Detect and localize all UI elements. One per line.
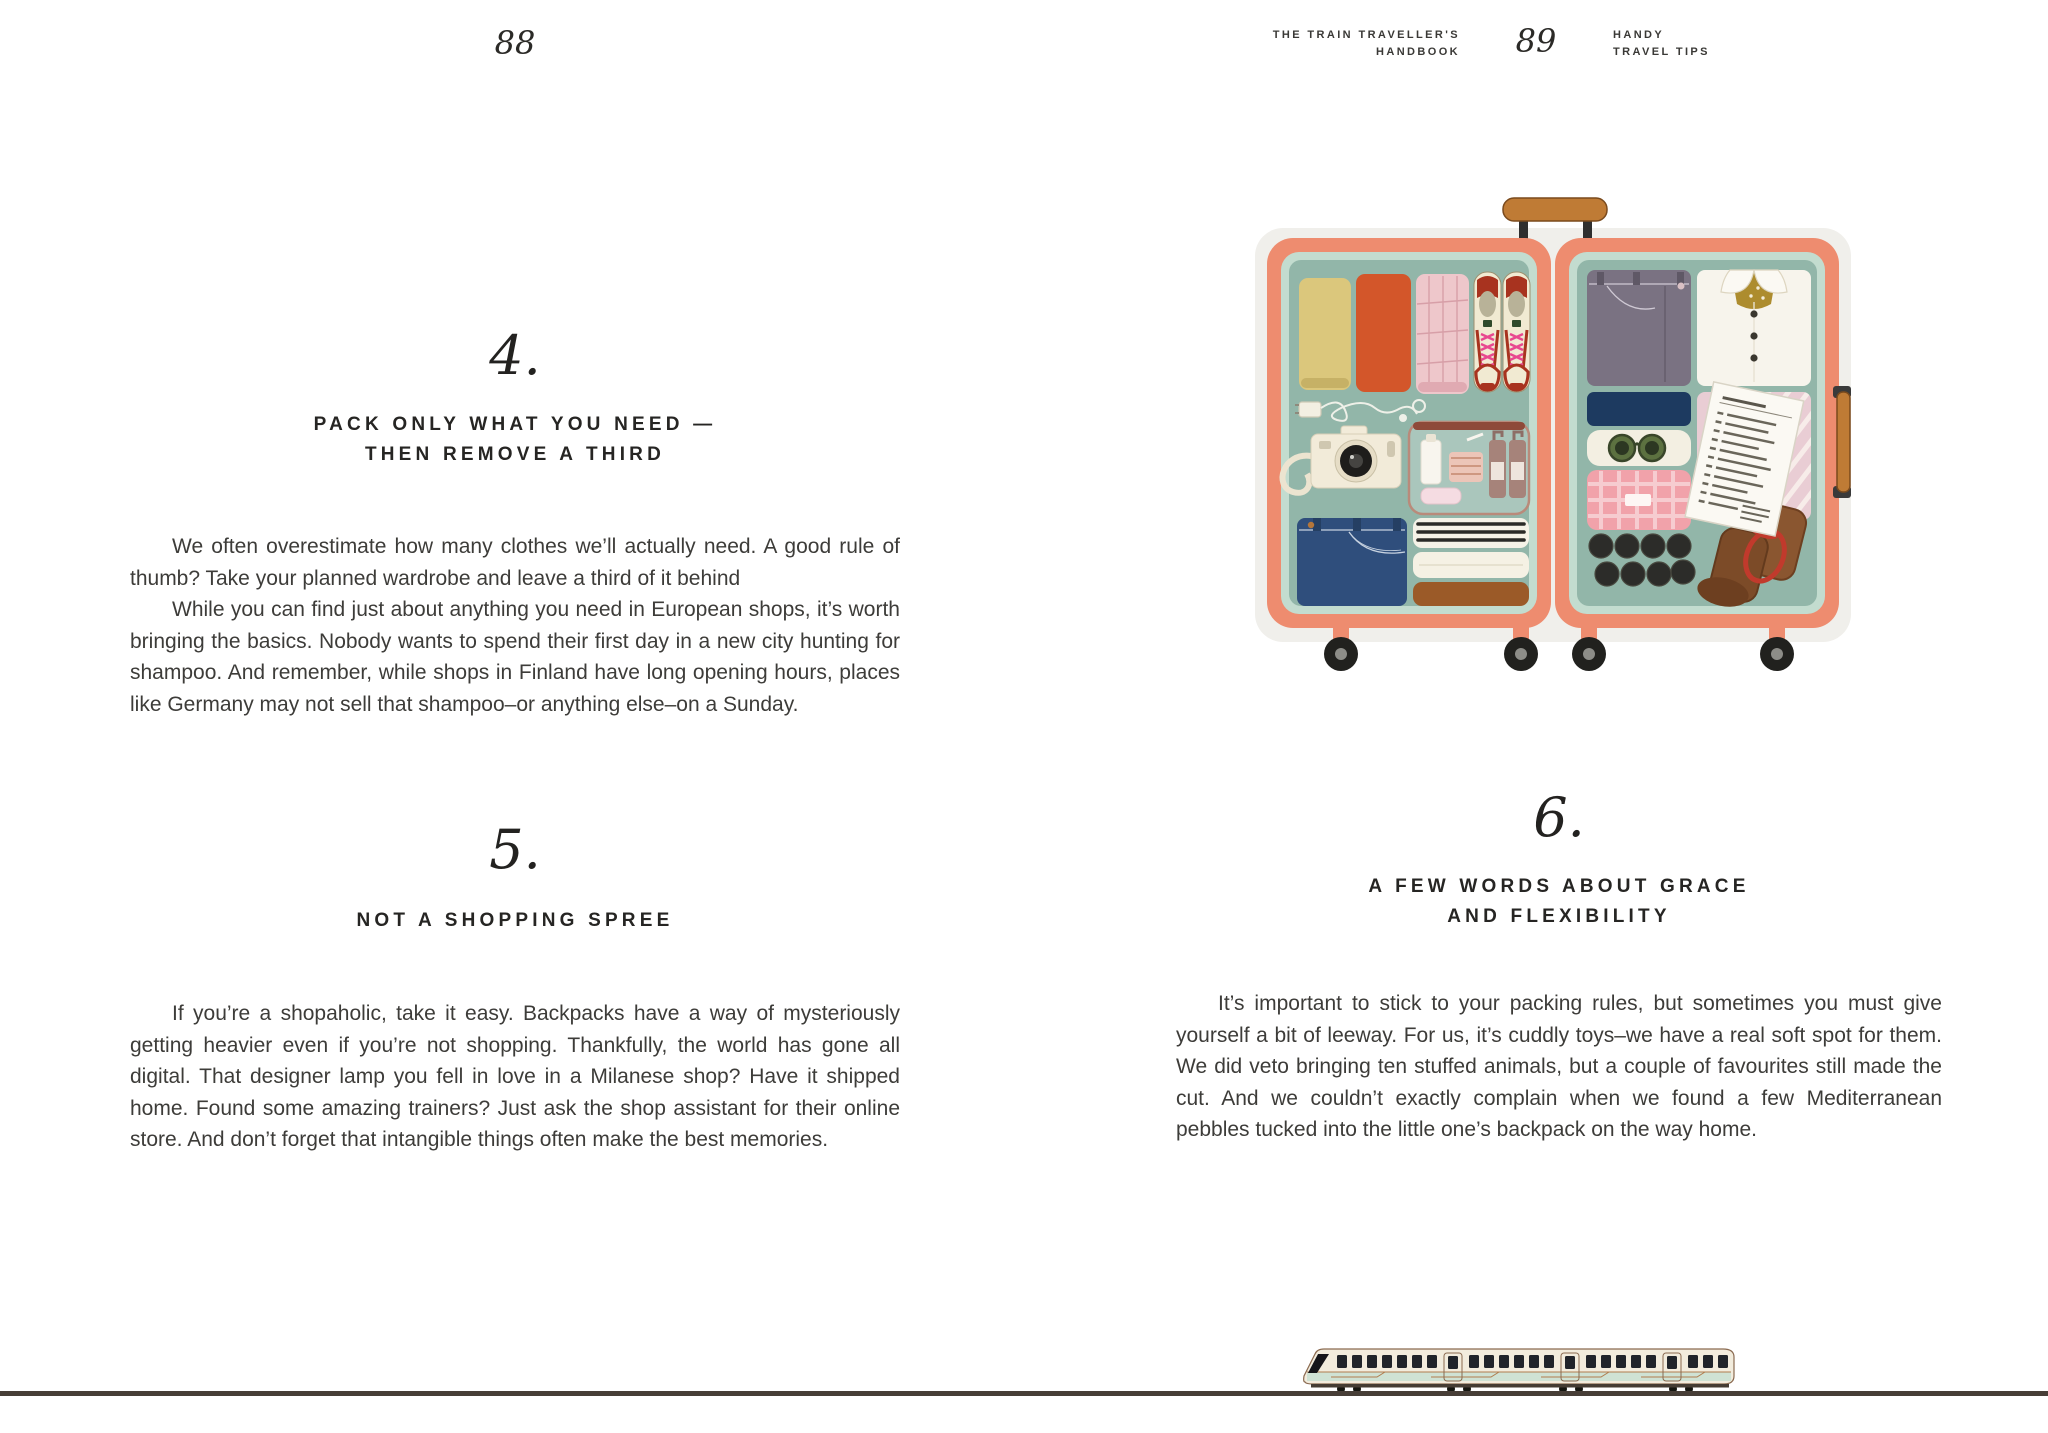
chapter-line2: TRAVEL TIPS [1613,46,1710,58]
running-header-book-title [1180,27,1460,61]
section-5-number: 5. [489,818,541,881]
section-4-heading-line1: PACK ONLY WHAT YOU NEED — [313,414,717,435]
section-4-number: 4. [489,324,541,387]
section-6-body [1176,988,1942,1146]
suitcase-illustration-svg [1253,194,1853,676]
train-illustration-svg [1301,1344,1737,1394]
section-4-heading-line2: THEN REMOVE A THIRD [364,444,666,465]
track-rule-line [0,1391,2048,1396]
section-5-heading-line1: NOT A SHOPPING SPREE [356,910,674,931]
book-title-line2: HANDBOOK [1376,46,1460,58]
train-undercarriage [1311,1384,1729,1388]
white-blouse [1697,270,1811,386]
suitcase-illustration [1253,194,1853,676]
paragraph: We often overestimate how many clothes we’ll actually need. A good rule of thumb? Take your planned wardrobe and leave a third of it behind [130,535,900,590]
section-6-heading-line1: A FEW WORDS ABOUT GRACE [1368,876,1750,897]
section-4-heading [130,410,900,470]
section-6-number: 6. [1533,786,1585,849]
book-title-line1: THE TRAIN TRAVELLER'S [1272,29,1460,41]
page-number-right: 89 [1515,22,1557,60]
chapter-line1: HANDY [1613,29,1665,41]
section-5-heading [130,906,900,936]
sunglasses-on-roll [1587,430,1691,466]
paragraph: If you’re a shopaholic, take it easy. Backpacks have a way of mysteriously getting heavier even if you’re not shopping. Thankfully, the world has gone all digital. That designer lamp you fell in love in a Milanese shop? Have it shipped home. Found some amazing trainers? Just ask the shop assistant for their online store. And don’t forget that intangible things often make the best memories. [130,1002,900,1151]
section-5-body [130,998,900,1156]
section-6-heading [1176,872,1942,932]
train-illustration [1301,1344,1737,1394]
grey-jeans [1587,270,1691,386]
paragraph: It’s important to stick to your packing rules, but sometimes you must give yourself a bit of leeway. For us, it’s cuddly toys–we have a real soft spot for them. We did veto bringing ten stuffed animals, but a couple of favourites still made the cut. And we couldn’t exactly complain when we found a few Mediterranean pebbles tucked into the little one’s backpack on the way home. [1176,992,1942,1141]
section-4-body [130,531,900,720]
toiletry-bag [1409,422,1529,514]
gingham-pouch [1587,470,1691,530]
navy-folded-knit [1587,392,1691,426]
running-header-chapter [1613,27,1853,61]
paragraph: While you can find just about anything you need in European shops, it’s worth bringing the basics. Nobody wants to spend their first day in a new city hunting for shampoo. And remember, while shops in Finland have long opening hours, places like Germany may not sell that shampoo–or anything else–on a Sunday. [130,598,900,716]
rolled-towels [1413,518,1529,606]
page-number-left: 88 [494,24,536,62]
blue-jeans [1297,518,1407,606]
rolled-clothes [1299,274,1469,394]
section-6-heading-line2: AND FLEXIBILITY [1447,906,1671,927]
